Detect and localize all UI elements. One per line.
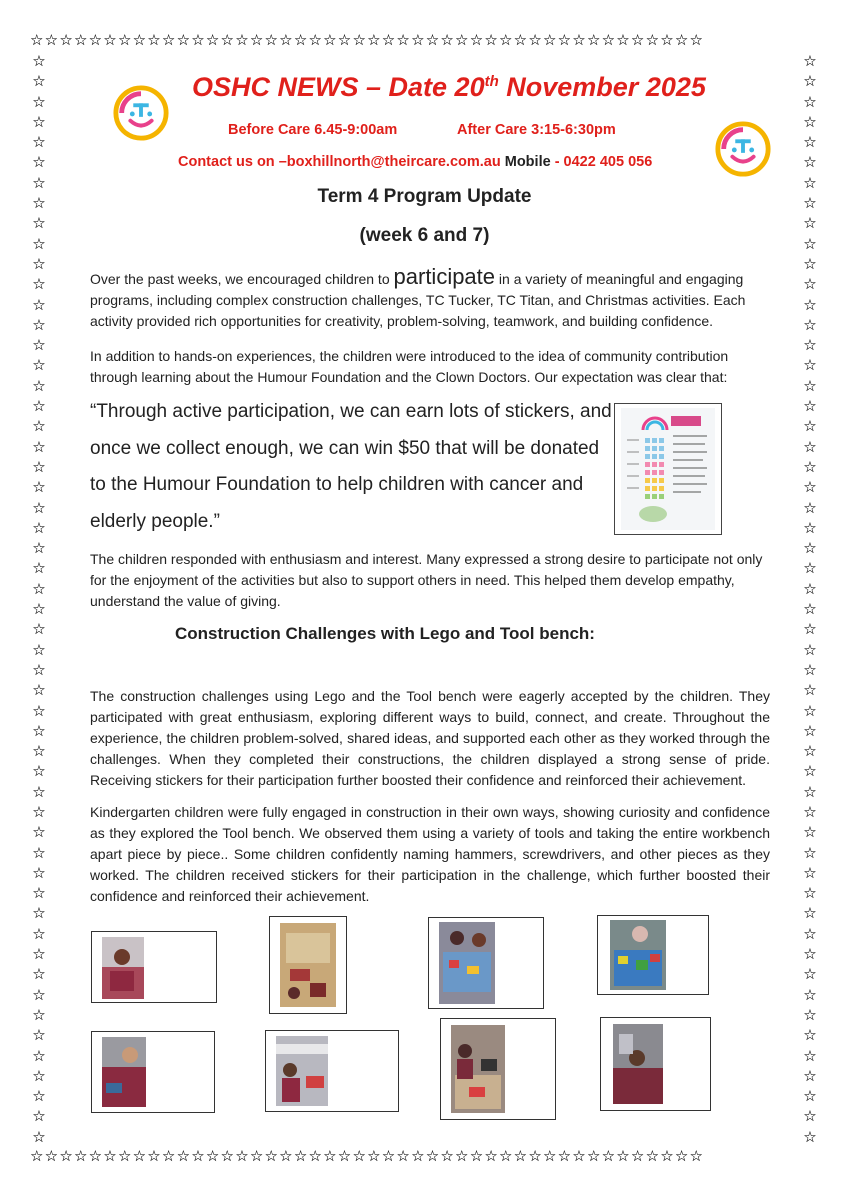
newsletter-title: OSHC NEWS – Date 20th November 2025 xyxy=(192,72,706,102)
construction-subheading: Construction Challenges with Lego and Tool bench: xyxy=(175,624,595,643)
star-border-right: ☆ ☆ ☆ ☆ ☆ ☆ ☆ ☆ ☆ ☆ ☆ ☆ ☆ ☆ ☆ ☆ ☆ ☆ ☆ ☆ ☆ ☆ ☆ ☆ ☆ ☆ ☆ ☆ ☆ ☆ ☆ ☆ ☆ ☆ ☆ ☆ ☆ ☆ ☆ ☆ ☆ ☆ ☆ ☆ ☆ ☆ ☆ ☆ ☆ ☆ ☆ ☆ ☆ ☆ xyxy=(803,53,817,1146)
photo-8 xyxy=(600,1017,711,1111)
program-update-heading: Term 4 Program Update xyxy=(317,186,532,207)
construction-paragraph: The construction challenges using Lego and the Tool bench were eagerly accepted by the children. They participated with great enthusiasm, exploring different ways to build, connect, and create. Throughout the experience, the children problem-solved, shared ideas, and supported each other as they worked through the challenges. When they completed their constructions, the children displayed a strong sense of pride. Receiving stickers for their participation further boosted their confidence and reinforced their achievement. xyxy=(90,688,770,788)
kindergarten-paragraph: Kindergarten children were fully engaged in construction in their own ways, showing curiosity and confidence as they explored the Tool bench. We observed them using a variety of tools and taking the entire workbench apart piece by piece.. Some children confidently naming hammers, screwdrivers, and other pieces as they worked. The children received stickers for their participation in the challenge, which further boosted their confidence and reinforced their achievement. xyxy=(90,804,770,904)
after-care-hours: After Care 3:15-6:30pm xyxy=(457,122,616,138)
photo-1 xyxy=(91,931,217,1003)
star-border-left: ☆ ☆ ☆ ☆ ☆ ☆ ☆ ☆ ☆ ☆ ☆ ☆ ☆ ☆ ☆ ☆ ☆ ☆ ☆ ☆ ☆ ☆ ☆ ☆ ☆ ☆ ☆ ☆ ☆ ☆ ☆ ☆ ☆ ☆ ☆ ☆ ☆ ☆ ☆ ☆ ☆ ☆ ☆ ☆ ☆ ☆ ☆ ☆ ☆ ☆ ☆ ☆ ☆ ☆ xyxy=(32,53,46,1146)
response-paragraph: The children responded with enthusiasm and interest. Many expressed a strong desire to participate not only for the enjoyment of the activities but also to support others in need. This helped them develop empathy, understand the value of giving. xyxy=(90,551,763,609)
sticker-chart-image xyxy=(614,403,722,535)
contact-email[interactable]: Contact us on –boxhillnorth@theircare.com.au xyxy=(178,154,501,170)
photo-2 xyxy=(269,916,347,1014)
photo-5 xyxy=(91,1031,215,1113)
intro-paragraph: Over the past weeks, we encouraged children to participate in a variety of meaningful and engaging programs, including complex construction challenges, TC Tucker, TC Titan, and Christmas activities. Each activity provided rich opportunities for creativity, problem-solving, teamwork, and building confidence. xyxy=(90,264,746,329)
theircare-logo-right xyxy=(714,120,772,178)
community-paragraph: In addition to hands-on experiences, the children were introduced to the idea of community contribution through learning about the Humour Foundation and the Clown Doctors. Our expectation was clear that: xyxy=(90,348,729,385)
photo-4 xyxy=(597,915,709,995)
theircare-logo-left xyxy=(112,84,170,142)
contact-line: Contact us on –boxhillnorth@theircare.com.au Mobile - 0422 405 056 xyxy=(178,154,653,170)
sticker-quote: “Through active participation, we can earn lots of stickers, and once we collect enough, we can win $50 that will be donated to the Humour Foundation to help children with cancer and elderly people.” xyxy=(90,401,612,532)
star-border-bottom: ☆☆☆☆☆☆☆☆☆☆☆☆☆☆☆☆☆☆☆☆☆☆☆☆☆☆☆☆☆☆☆☆☆☆☆☆☆☆☆☆☆☆☆☆☆☆ xyxy=(30,1149,705,1165)
photo-7 xyxy=(440,1018,556,1120)
star-border-top: ☆☆☆☆☆☆☆☆☆☆☆☆☆☆☆☆☆☆☆☆☆☆☆☆☆☆☆☆☆☆☆☆☆☆☆☆☆☆☆☆☆☆☆☆☆☆ xyxy=(30,33,705,49)
photo-6 xyxy=(265,1030,399,1112)
weeks-heading: (week 6 and 7) xyxy=(359,225,490,246)
before-care-hours: Before Care 6.45-9:00am xyxy=(228,122,398,138)
photo-3 xyxy=(428,917,544,1009)
